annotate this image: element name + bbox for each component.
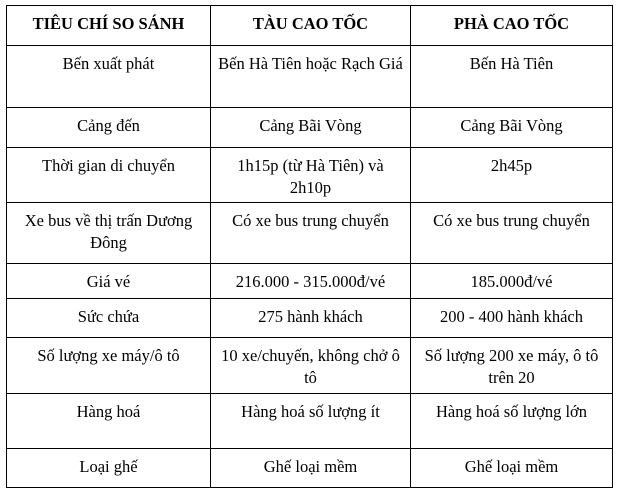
header-ferry: PHÀ CAO TỐC (411, 6, 613, 46)
cell-ferry: 2h45p (411, 148, 613, 203)
table-row (7, 338, 613, 394)
header-speedboat: TÀU CAO TỐC (211, 6, 411, 46)
cell-speedboat: Cảng Bãi Vòng (211, 108, 411, 148)
cell-speedboat: 275 hành khách (211, 299, 411, 338)
cell-criteria: Xe bus về thị trấn Dương Đông (7, 203, 211, 264)
table-row (7, 264, 613, 299)
comparison-table (6, 5, 613, 488)
cell-ferry: 200 - 400 hành khách (411, 299, 613, 338)
cell-speedboat: Ghế loại mềm (211, 449, 411, 488)
cell-criteria: Giá vé (7, 264, 211, 299)
comparison-table-container (6, 5, 613, 488)
cell-criteria: Thời gian di chuyển (7, 148, 211, 203)
header-criteria: TIÊU CHÍ SO SÁNH (7, 6, 211, 46)
cell-ferry: Cảng Bãi Vòng (411, 108, 613, 148)
cell-ferry: Bến Hà Tiên (411, 46, 613, 108)
cell-speedboat: Bến Hà Tiên hoặc Rạch Giá (211, 46, 411, 108)
table-row (7, 148, 613, 203)
table-row (7, 203, 613, 264)
cell-ferry: Ghế loại mềm (411, 449, 613, 488)
table-row (7, 394, 613, 449)
cell-criteria: Số lượng xe máy/ô tô (7, 338, 211, 394)
table-header-row (7, 6, 613, 46)
cell-ferry: Số lượng 200 xe máy, ô tô trên 20 (411, 338, 613, 394)
cell-criteria: Bến xuất phát (7, 46, 211, 108)
cell-ferry: Hàng hoá số lượng lớn (411, 394, 613, 449)
cell-speedboat: 1h15p (từ Hà Tiên) và 2h10p (211, 148, 411, 203)
cell-ferry: 185.000đ/vé (411, 264, 613, 299)
cell-criteria: Loại ghế (7, 449, 211, 488)
table-row (7, 449, 613, 488)
cell-speedboat: 216.000 - 315.000đ/vé (211, 264, 411, 299)
cell-criteria: Hàng hoá (7, 394, 211, 449)
cell-speedboat: Có xe bus trung chuyển (211, 203, 411, 264)
cell-criteria: Sức chứa (7, 299, 211, 338)
cell-ferry: Có xe bus trung chuyển (411, 203, 613, 264)
cell-speedboat: Hàng hoá số lượng ít (211, 394, 411, 449)
table-row (7, 46, 613, 108)
cell-criteria: Cảng đến (7, 108, 211, 148)
table-row (7, 299, 613, 338)
cell-speedboat: 10 xe/chuyến, không chở ô tô (211, 338, 411, 394)
table-row (7, 108, 613, 148)
